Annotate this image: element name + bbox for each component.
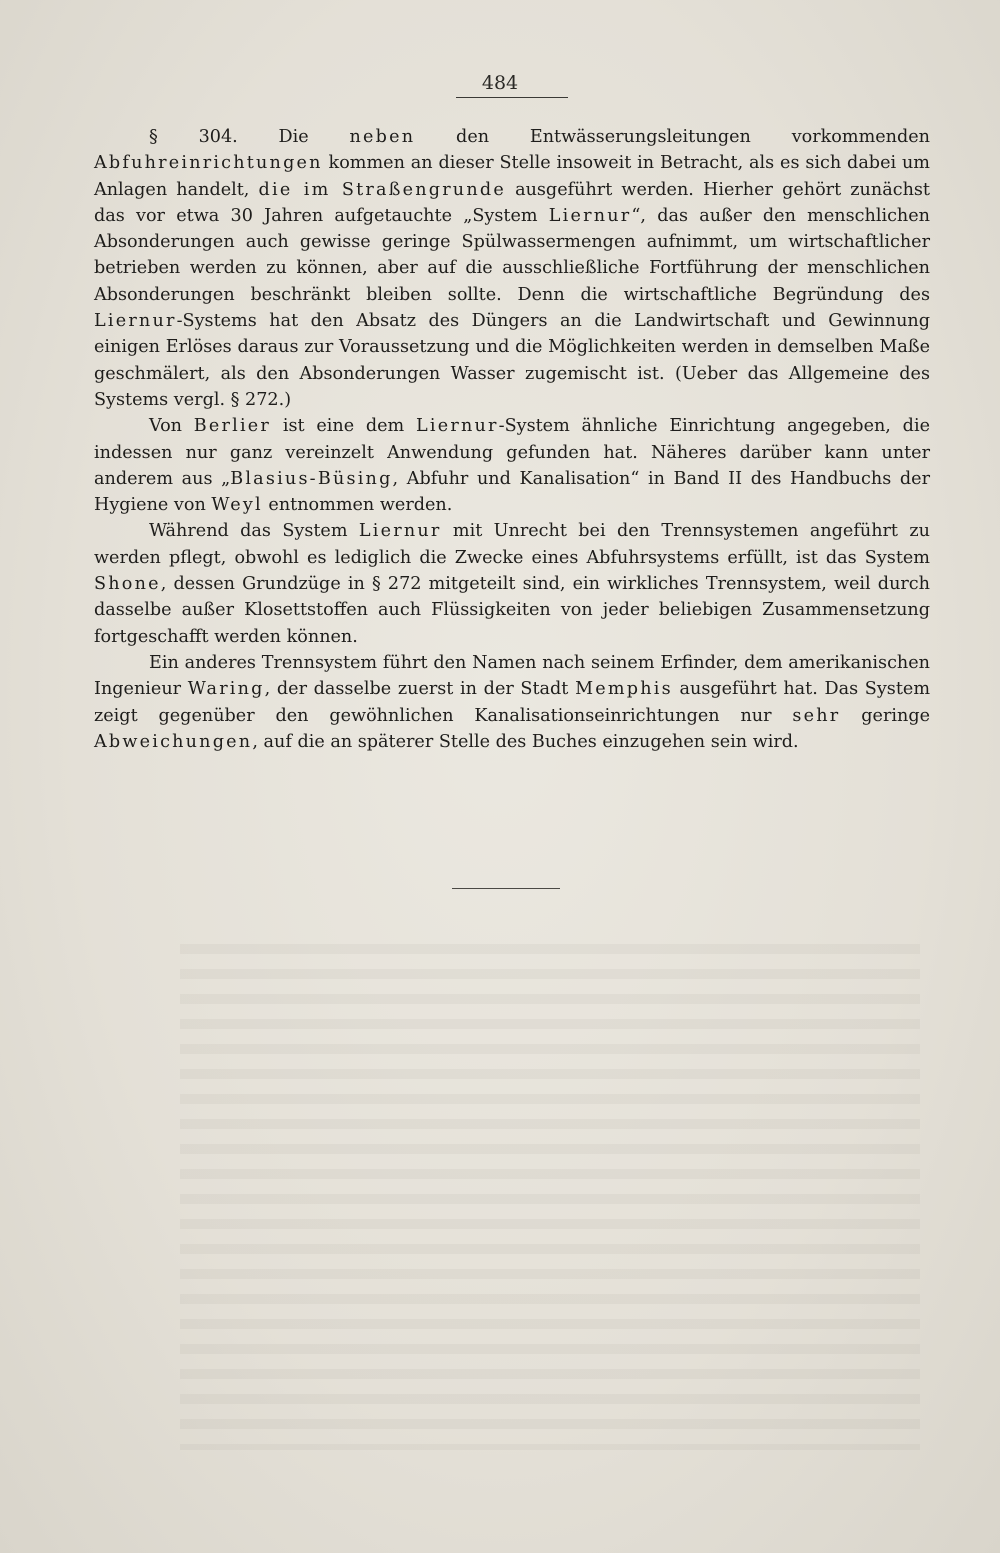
text-run: entnommen werden. xyxy=(262,495,453,516)
emphasized-text: Blasius-Büsing xyxy=(230,468,393,489)
text-run: Von xyxy=(149,416,194,437)
text-run: -Systems hat den Absatz des Düngers an die Landwirtschaft und Gewinnung einigen Erlöses daraus zur Voraussetzung und die Möglichkeiten werden in demselben Maße geschmälert, als den Absonderungen Wasser zugemischt ist. (Ueber das Allgemeine des Systems vergl. § 272.) xyxy=(94,311,930,410)
text-run: § 304. Die xyxy=(149,127,350,147)
emphasized-text: Waring xyxy=(187,679,265,700)
text-run: “, das außer den menschlichen Absonderungen auch gewisse geringe Spülwassermengen aufnimmt, um wirtschaftlicher betrieben werden zu können, aber auf die ausschließliche Fortführung der menschlichen Absonderungen beschränkt bleiben sollte. Denn die wirtschaftliche Begründung des xyxy=(94,205,930,305)
paragraph-4 xyxy=(94,650,930,755)
text-run: ausgeführt werden. Hierher gehört zunächst das vor etwa 30 Jahren aufgetauchte „System xyxy=(94,179,930,226)
text-run: Während das System xyxy=(149,521,359,542)
text-run: ist eine dem xyxy=(271,416,417,437)
emphasized-text: Liernur xyxy=(358,521,442,542)
reverse-side-bleed-through xyxy=(180,930,920,1450)
emphasized-text: Abweichungen xyxy=(94,731,253,752)
text-run: , der dasselbe zuerst in der Stadt xyxy=(264,679,576,700)
text-run: kommen an dieser Stelle insoweit in Betracht, als es sich dabei um Anlagen handelt, xyxy=(94,153,930,200)
emphasized-text: sehr xyxy=(792,705,841,726)
emphasized-text: Weyl xyxy=(211,495,263,516)
text-run: ausgeführt hat. Das System zeigt gegenüber den gewöhnlichen Kanalisationseinrichtungen nur xyxy=(94,679,930,726)
emphasized-text: Liernur xyxy=(416,416,499,437)
emphasized-text: Berlier xyxy=(193,416,272,437)
section-end-rule xyxy=(452,888,560,889)
text-run: -System ähnliche Einrichtung angegeben, die indessen nur ganz vereinzelt Anwendung gefunden hat. Näheres darüber kann unter anderem aus „ xyxy=(94,416,930,489)
body-text xyxy=(94,124,930,755)
emphasized-text: neben xyxy=(349,127,416,147)
header-rule xyxy=(456,97,568,98)
emphasized-text: die im Straßengrunde xyxy=(258,179,506,200)
text-run: geringe xyxy=(840,705,930,726)
paragraph-2 xyxy=(94,413,930,518)
text-run: , Abfuhr und Kanalisation“ in Band II des Handbuchs der Hygiene von xyxy=(94,468,930,516)
emphasized-text: Liernur xyxy=(548,205,632,226)
emphasized-text: Memphis xyxy=(575,679,673,700)
text-run: , dessen Grundzüge in § 272 mitgeteilt sind, ein wirkliches Trennsystem, weil durch dasselbe außer Klosettstoffen auch Flüssigkeiten von jeder beliebigen Zusammensetzung fortgeschafft werden können. xyxy=(94,574,930,647)
text-run: mit Unrecht bei den Trennsystemen angeführt zu werden pflegt, obwohl es lediglich die Zwecke eines Abfuhrsystems erfüllt, ist das System xyxy=(94,521,930,568)
emphasized-text: Liernur xyxy=(94,311,177,332)
emphasized-text: Shone xyxy=(94,574,161,595)
paragraph-1 xyxy=(94,124,930,413)
text-run: den Entwässerungsleitungen vorkommenden xyxy=(415,127,930,147)
paragraph-3 xyxy=(94,518,930,649)
emphasized-text: Abfuhreinrichtungen xyxy=(94,153,323,174)
text-run: , auf die an späterer Stelle des Buches einzugehen sein wird. xyxy=(252,731,799,752)
text-run: Ein anderes Trennsystem führt den Namen nach seinem Erfinder, dem amerikanischen Ingenieur xyxy=(94,652,930,700)
page-number: 484 xyxy=(481,72,519,94)
